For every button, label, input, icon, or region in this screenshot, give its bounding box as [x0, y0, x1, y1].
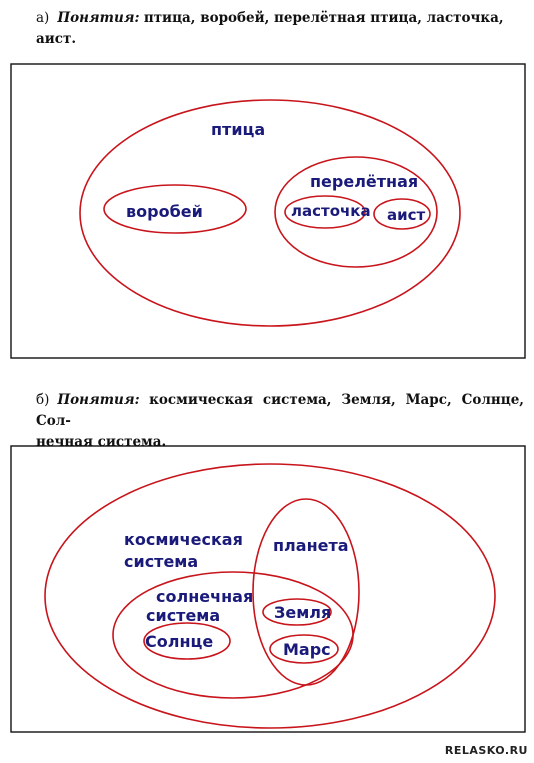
label-solnechnaya-2: система: [146, 606, 221, 625]
label-ptitsa: птица: [211, 120, 266, 139]
label-solntse: Солнце: [145, 632, 214, 651]
task-a-letter: а): [36, 10, 50, 26]
task-a-items-line1: птица, воробей, перелётная птица, ласточка,: [143, 10, 504, 26]
label-planeta: планета: [273, 536, 349, 555]
task-b-letter: б): [36, 392, 50, 408]
ellipse-kosmicheskaya-sistema: [45, 464, 495, 728]
label-solnechnaya-1: солнечная: [156, 587, 254, 606]
diagram-a-frame: [11, 64, 525, 358]
watermark-text: RELASKO.RU: [444, 744, 528, 757]
label-aist: аист: [387, 206, 426, 224]
task-b-items-line1: космическая система, Земля, Марс, Солнце, Сол-: [36, 392, 524, 429]
label-mars: Марс: [283, 640, 331, 659]
task-b-items-line2: нечная система.: [36, 434, 167, 450]
label-lastochka: ласточка: [291, 202, 371, 220]
label-kosmicheskaya-1: космическая: [124, 530, 243, 549]
task-a-items-line2: аист.: [36, 31, 77, 47]
label-vorobey: воробей: [126, 202, 203, 221]
task-b-concepts-label: Понятия:: [57, 392, 140, 408]
label-zemlya: Земля: [274, 603, 332, 622]
label-kosmicheskaya-2: система: [124, 552, 199, 571]
diagram-b-frame: [11, 446, 525, 732]
task-a-concepts-label: Понятия:: [57, 10, 140, 26]
label-pereletnaya: перелётная: [310, 172, 419, 191]
